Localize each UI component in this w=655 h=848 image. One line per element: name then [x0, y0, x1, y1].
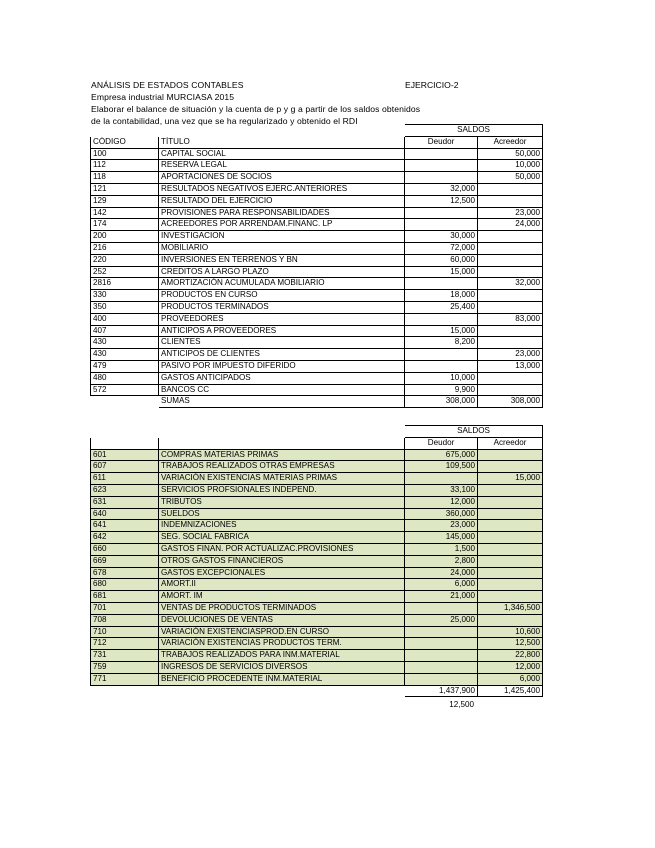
balance-row — [91, 195, 543, 207]
balance-debit — [405, 278, 478, 290]
balance-row — [91, 290, 543, 302]
balance-total-row — [91, 396, 543, 408]
pyg-code: 660 — [91, 543, 159, 555]
balance-title: CAPITAL SOCIAL — [159, 148, 405, 160]
balance-credit — [478, 183, 543, 195]
pyg-row — [91, 661, 543, 673]
pyg-title: GASTOS FINAN. POR ACTUALIZAC.PROVISIONES — [159, 543, 405, 555]
balance-row — [91, 148, 543, 160]
pyg-title: SUELDOS — [159, 508, 405, 520]
balance-code: 220 — [91, 254, 159, 266]
pyg-title: VARIACIÓN EXISTENCIAS PRODUCTOS TERM. — [159, 638, 405, 650]
pyg-row — [91, 602, 543, 614]
balance-credit — [478, 231, 543, 243]
balance-credit: 13,000 — [478, 360, 543, 372]
balance-row — [91, 278, 543, 290]
pyg-row — [91, 626, 543, 638]
pyg-credit — [478, 543, 543, 555]
pyg-row — [91, 567, 543, 579]
balance-credit: 23,000 — [478, 349, 543, 361]
balance-debit — [405, 207, 478, 219]
pyg-row — [91, 496, 543, 508]
balance-debit: 25,400 — [405, 301, 478, 313]
balance-credit — [478, 290, 543, 302]
instruction-line-2: de la contabilidad, una vez que se ha regularizado y obtenido el RDI — [91, 116, 358, 126]
balance-row — [91, 301, 543, 313]
pyg-code: 708 — [91, 614, 159, 626]
pyg-debit — [405, 602, 478, 614]
balance-debit: 32,000 — [405, 183, 478, 195]
pyg-table — [90, 425, 543, 697]
balance-code: 252 — [91, 266, 159, 278]
balance-debit — [405, 313, 478, 325]
pyg-row — [91, 614, 543, 626]
pyg-difference: 12,500 — [449, 700, 474, 709]
balance-code: 479 — [91, 360, 159, 372]
pyg-debit: 25,000 — [405, 614, 478, 626]
col-credit-header: Acreedor — [478, 136, 543, 148]
balance-debit: 60,000 — [405, 254, 478, 266]
balance-row — [91, 160, 543, 172]
pyg-code: 641 — [91, 520, 159, 532]
balance-credit — [478, 301, 543, 313]
pyg-title: SEG. SOCIAL FABRICA — [159, 532, 405, 544]
pyg-row — [91, 532, 543, 544]
pyg-credit — [478, 520, 543, 532]
total-label: SUMAS — [159, 396, 405, 408]
balance-code: 129 — [91, 195, 159, 207]
pyg-row — [91, 449, 543, 461]
pyg-credit — [478, 461, 543, 473]
balance-credit — [478, 242, 543, 254]
pyg-credit — [478, 591, 543, 603]
balance-saldos-header: SALDOS — [405, 125, 543, 137]
balance-code: 216 — [91, 242, 159, 254]
balance-debit — [405, 172, 478, 184]
pyg-code: 680 — [91, 579, 159, 591]
balance-debit: 12,500 — [405, 195, 478, 207]
pyg-code: 631 — [91, 496, 159, 508]
pyg-debit: 21,000 — [405, 591, 478, 603]
pyg-title: SERVICIOS PROFSIONALES INDEPEND. — [159, 484, 405, 496]
balance-title: RESULTADOS NEGATIVOS EJERC.ANTERIORES — [159, 183, 405, 195]
pyg-title: COMPRAS MATERIAS PRIMAS — [159, 449, 405, 461]
balance-debit — [405, 160, 478, 172]
pyg-credit — [478, 579, 543, 591]
col-code-header: CÓDIGO — [91, 136, 159, 148]
balance-title: APORTACIONES DE SOCIOS — [159, 172, 405, 184]
pyg-credit — [478, 496, 543, 508]
pyg-saldos-header: SALDOS — [405, 426, 543, 438]
pyg-column-header-row — [91, 437, 543, 449]
balance-title: CREDITOS A LARGO PLAZO — [159, 266, 405, 278]
total-credit: 308,000 — [478, 396, 543, 408]
col-debit-header: Deudor — [405, 136, 478, 148]
balance-debit — [405, 360, 478, 372]
pyg-debit — [405, 473, 478, 485]
balance-title: RESERVA LEGAL — [159, 160, 405, 172]
pyg-code: 681 — [91, 591, 159, 603]
balance-row — [91, 242, 543, 254]
pyg-credit — [478, 567, 543, 579]
balance-row — [91, 349, 543, 361]
pyg-total-debit: 1,437,900 — [405, 685, 478, 697]
balance-row — [91, 219, 543, 231]
pyg-title: DEVOLUCIONES DE VENTAS — [159, 614, 405, 626]
pyg-debit: 109,500 — [405, 461, 478, 473]
pyg-row — [91, 520, 543, 532]
pyg-debit: 360,000 — [405, 508, 478, 520]
pyg-debit: 23,000 — [405, 520, 478, 532]
balance-credit — [478, 266, 543, 278]
balance-debit: 72,000 — [405, 242, 478, 254]
pyg-title: TRABAJOS REALIZADOS PARA INM.MATERIAL — [159, 650, 405, 662]
col-title-header: TÍTULO — [159, 136, 405, 148]
balance-debit: 15,000 — [405, 325, 478, 337]
pyg-row — [91, 591, 543, 603]
balance-row — [91, 313, 543, 325]
balance-title: INVERSIONES EN TERRENOS Y BN — [159, 254, 405, 266]
balance-column-header-row — [91, 136, 543, 148]
pyg-debit: 24,000 — [405, 567, 478, 579]
pyg-code: 701 — [91, 602, 159, 614]
pyg-row — [91, 650, 543, 662]
balance-debit: 8,200 — [405, 337, 478, 349]
pyg-code: 712 — [91, 638, 159, 650]
pyg-debit: 2,800 — [405, 555, 478, 567]
pyg-debit — [405, 650, 478, 662]
balance-title: ANTICIPOS A PROVEEDORES — [159, 325, 405, 337]
pyg-total-credit: 1,425,400 — [478, 685, 543, 697]
balance-code: 118 — [91, 172, 159, 184]
balance-code: 330 — [91, 290, 159, 302]
balance-debit: 15,000 — [405, 266, 478, 278]
pyg-row — [91, 579, 543, 591]
pyg-code: 640 — [91, 508, 159, 520]
balance-title: PRODUCTOS EN CURSO — [159, 290, 405, 302]
balance-title: MOBILIARIO — [159, 242, 405, 254]
pyg-code: 710 — [91, 626, 159, 638]
balance-row — [91, 325, 543, 337]
balance-row — [91, 207, 543, 219]
pyg-code: 623 — [91, 484, 159, 496]
pyg-title: AMORT.II — [159, 579, 405, 591]
pyg-col-debit-header: Deudor — [405, 437, 478, 449]
balance-row — [91, 337, 543, 349]
balance-code: 480 — [91, 372, 159, 384]
balance-title: PROVEEDORES — [159, 313, 405, 325]
pyg-title: VARIACIÓN EXISTENCIASPROD.EN CURSO — [159, 626, 405, 638]
balance-row — [91, 384, 543, 396]
balance-row — [91, 231, 543, 243]
balance-credit: 83,000 — [478, 313, 543, 325]
balance-credit — [478, 325, 543, 337]
balance-debit — [405, 349, 478, 361]
pyg-row — [91, 555, 543, 567]
pyg-credit — [478, 532, 543, 544]
pyg-debit — [405, 661, 478, 673]
pyg-debit — [405, 673, 478, 685]
balance-debit: 9,900 — [405, 384, 478, 396]
pyg-saldos-row — [91, 426, 543, 438]
balance-title: ACREEDORES POR ARRENDAM.FINANC. LP — [159, 219, 405, 231]
pyg-credit — [478, 484, 543, 496]
pyg-title: GASTOS EXCEPCIONALES — [159, 567, 405, 579]
pyg-code: 759 — [91, 661, 159, 673]
balance-code: 142 — [91, 207, 159, 219]
pyg-title: OTROS GASTOS FINANCIEROS — [159, 555, 405, 567]
pyg-credit: 12,500 — [478, 638, 543, 650]
exercise-label: EJERCICIO-2 — [405, 80, 459, 90]
pyg-title: TRIBUTOS — [159, 496, 405, 508]
balance-code: 430 — [91, 337, 159, 349]
balance-title: RESULTADO DEL EJERCICIO — [159, 195, 405, 207]
pyg-title: BENEFICIO PROCEDENTE INM.MATERIAL — [159, 673, 405, 685]
balance-row — [91, 372, 543, 384]
pyg-row — [91, 484, 543, 496]
balance-code: 100 — [91, 148, 159, 160]
balance-title: INVESTIGACION — [159, 231, 405, 243]
pyg-code: 601 — [91, 449, 159, 461]
balance-debit: 30,000 — [405, 231, 478, 243]
balance-title: PASIVO POR IMPUESTO DIFERIDO — [159, 360, 405, 372]
pyg-debit: 1,500 — [405, 543, 478, 555]
balance-title: PROVISIONES PARA RESPONSABILIDADES — [159, 207, 405, 219]
pyg-title: INDEMNIZACIONES — [159, 520, 405, 532]
balance-debit: 18,000 — [405, 290, 478, 302]
pyg-credit — [478, 614, 543, 626]
balance-code: 112 — [91, 160, 159, 172]
pyg-debit: 33,100 — [405, 484, 478, 496]
pyg-code: 611 — [91, 473, 159, 485]
balance-credit: 24,000 — [478, 219, 543, 231]
pyg-code: 731 — [91, 650, 159, 662]
pyg-debit: 12,000 — [405, 496, 478, 508]
pyg-title: TRABAJOS REALIZADOS OTRAS EMPRESAS — [159, 461, 405, 473]
pyg-credit: 6,000 — [478, 673, 543, 685]
pyg-title: AMORT. IM — [159, 591, 405, 603]
balance-credit: 10,000 — [478, 160, 543, 172]
balance-credit: 32,000 — [478, 278, 543, 290]
pyg-credit: 10,600 — [478, 626, 543, 638]
balance-code: 572 — [91, 384, 159, 396]
pyg-credit — [478, 449, 543, 461]
balance-row — [91, 172, 543, 184]
pyg-credit — [478, 555, 543, 567]
balance-debit — [405, 219, 478, 231]
balance-credit — [478, 337, 543, 349]
balance-credit — [478, 372, 543, 384]
pyg-row — [91, 673, 543, 685]
pyg-debit: 145,000 — [405, 532, 478, 544]
balance-credit: 23,000 — [478, 207, 543, 219]
balance-code: 407 — [91, 325, 159, 337]
balance-code: 200 — [91, 231, 159, 243]
total-debit: 308,000 — [405, 396, 478, 408]
balance-row — [91, 254, 543, 266]
pyg-credit: 15,000 — [478, 473, 543, 485]
pyg-row — [91, 638, 543, 650]
balance-code: 2816 — [91, 278, 159, 290]
pyg-row — [91, 461, 543, 473]
balance-title: BANCOS CC — [159, 384, 405, 396]
balance-debit: 10,000 — [405, 372, 478, 384]
pyg-credit: 22,800 — [478, 650, 543, 662]
balance-credit — [478, 195, 543, 207]
balance-code: 174 — [91, 219, 159, 231]
pyg-debit — [405, 638, 478, 650]
pyg-credit — [478, 508, 543, 520]
balance-row — [91, 183, 543, 195]
balance-title: ANTICIPOS DE CLIENTES — [159, 349, 405, 361]
pyg-total-row — [91, 685, 543, 697]
pyg-title: VARIACIÓN EXISTENCIAS MATERIAS PRIMAS — [159, 473, 405, 485]
balance-code: 121 — [91, 183, 159, 195]
pyg-credit: 1,346,500 — [478, 602, 543, 614]
pyg-debit: 675,000 — [405, 449, 478, 461]
pyg-debit: 6,000 — [405, 579, 478, 591]
company-name: Empresa industrial MURCIASA 2015 — [91, 92, 235, 102]
balance-title: GASTOS ANTICIPADOS — [159, 372, 405, 384]
pyg-code: 678 — [91, 567, 159, 579]
pyg-col-credit-header: Acreedor — [478, 437, 543, 449]
balance-title: AMORTIZACIÓN ACUMULADA MOBILIARIO — [159, 278, 405, 290]
balance-code: 430 — [91, 349, 159, 361]
balance-debit — [405, 148, 478, 160]
pyg-row — [91, 508, 543, 520]
document-title: ANÁLISIS DE ESTADOS CONTABLES — [91, 80, 244, 90]
balance-credit: 50,000 — [478, 172, 543, 184]
balance-title: CLIENTES — [159, 337, 405, 349]
pyg-debit — [405, 626, 478, 638]
pyg-code: 607 — [91, 461, 159, 473]
balance-table — [90, 124, 543, 408]
pyg-code: 642 — [91, 532, 159, 544]
instruction-line-1: Elaborar el balance de situación y la cuenta de p y g a partir de los saldos obtenidos — [91, 104, 421, 114]
balance-credit — [478, 254, 543, 266]
pyg-title: INGRESOS DE SERVICIOS DIVERSOS — [159, 661, 405, 673]
balance-code: 400 — [91, 313, 159, 325]
pyg-row — [91, 473, 543, 485]
pyg-row — [91, 543, 543, 555]
balance-row — [91, 266, 543, 278]
balance-row — [91, 360, 543, 372]
balance-title: PRODUCTOS TERMINADOS — [159, 301, 405, 313]
balance-code: 350 — [91, 301, 159, 313]
balance-credit — [478, 384, 543, 396]
balance-credit: 50,000 — [478, 148, 543, 160]
pyg-code: 771 — [91, 673, 159, 685]
pyg-code: 669 — [91, 555, 159, 567]
balance-saldos-row — [91, 125, 543, 137]
pyg-title: VENTAS DE PRODUCTOS TERMINADOS — [159, 602, 405, 614]
pyg-credit: 12,000 — [478, 661, 543, 673]
